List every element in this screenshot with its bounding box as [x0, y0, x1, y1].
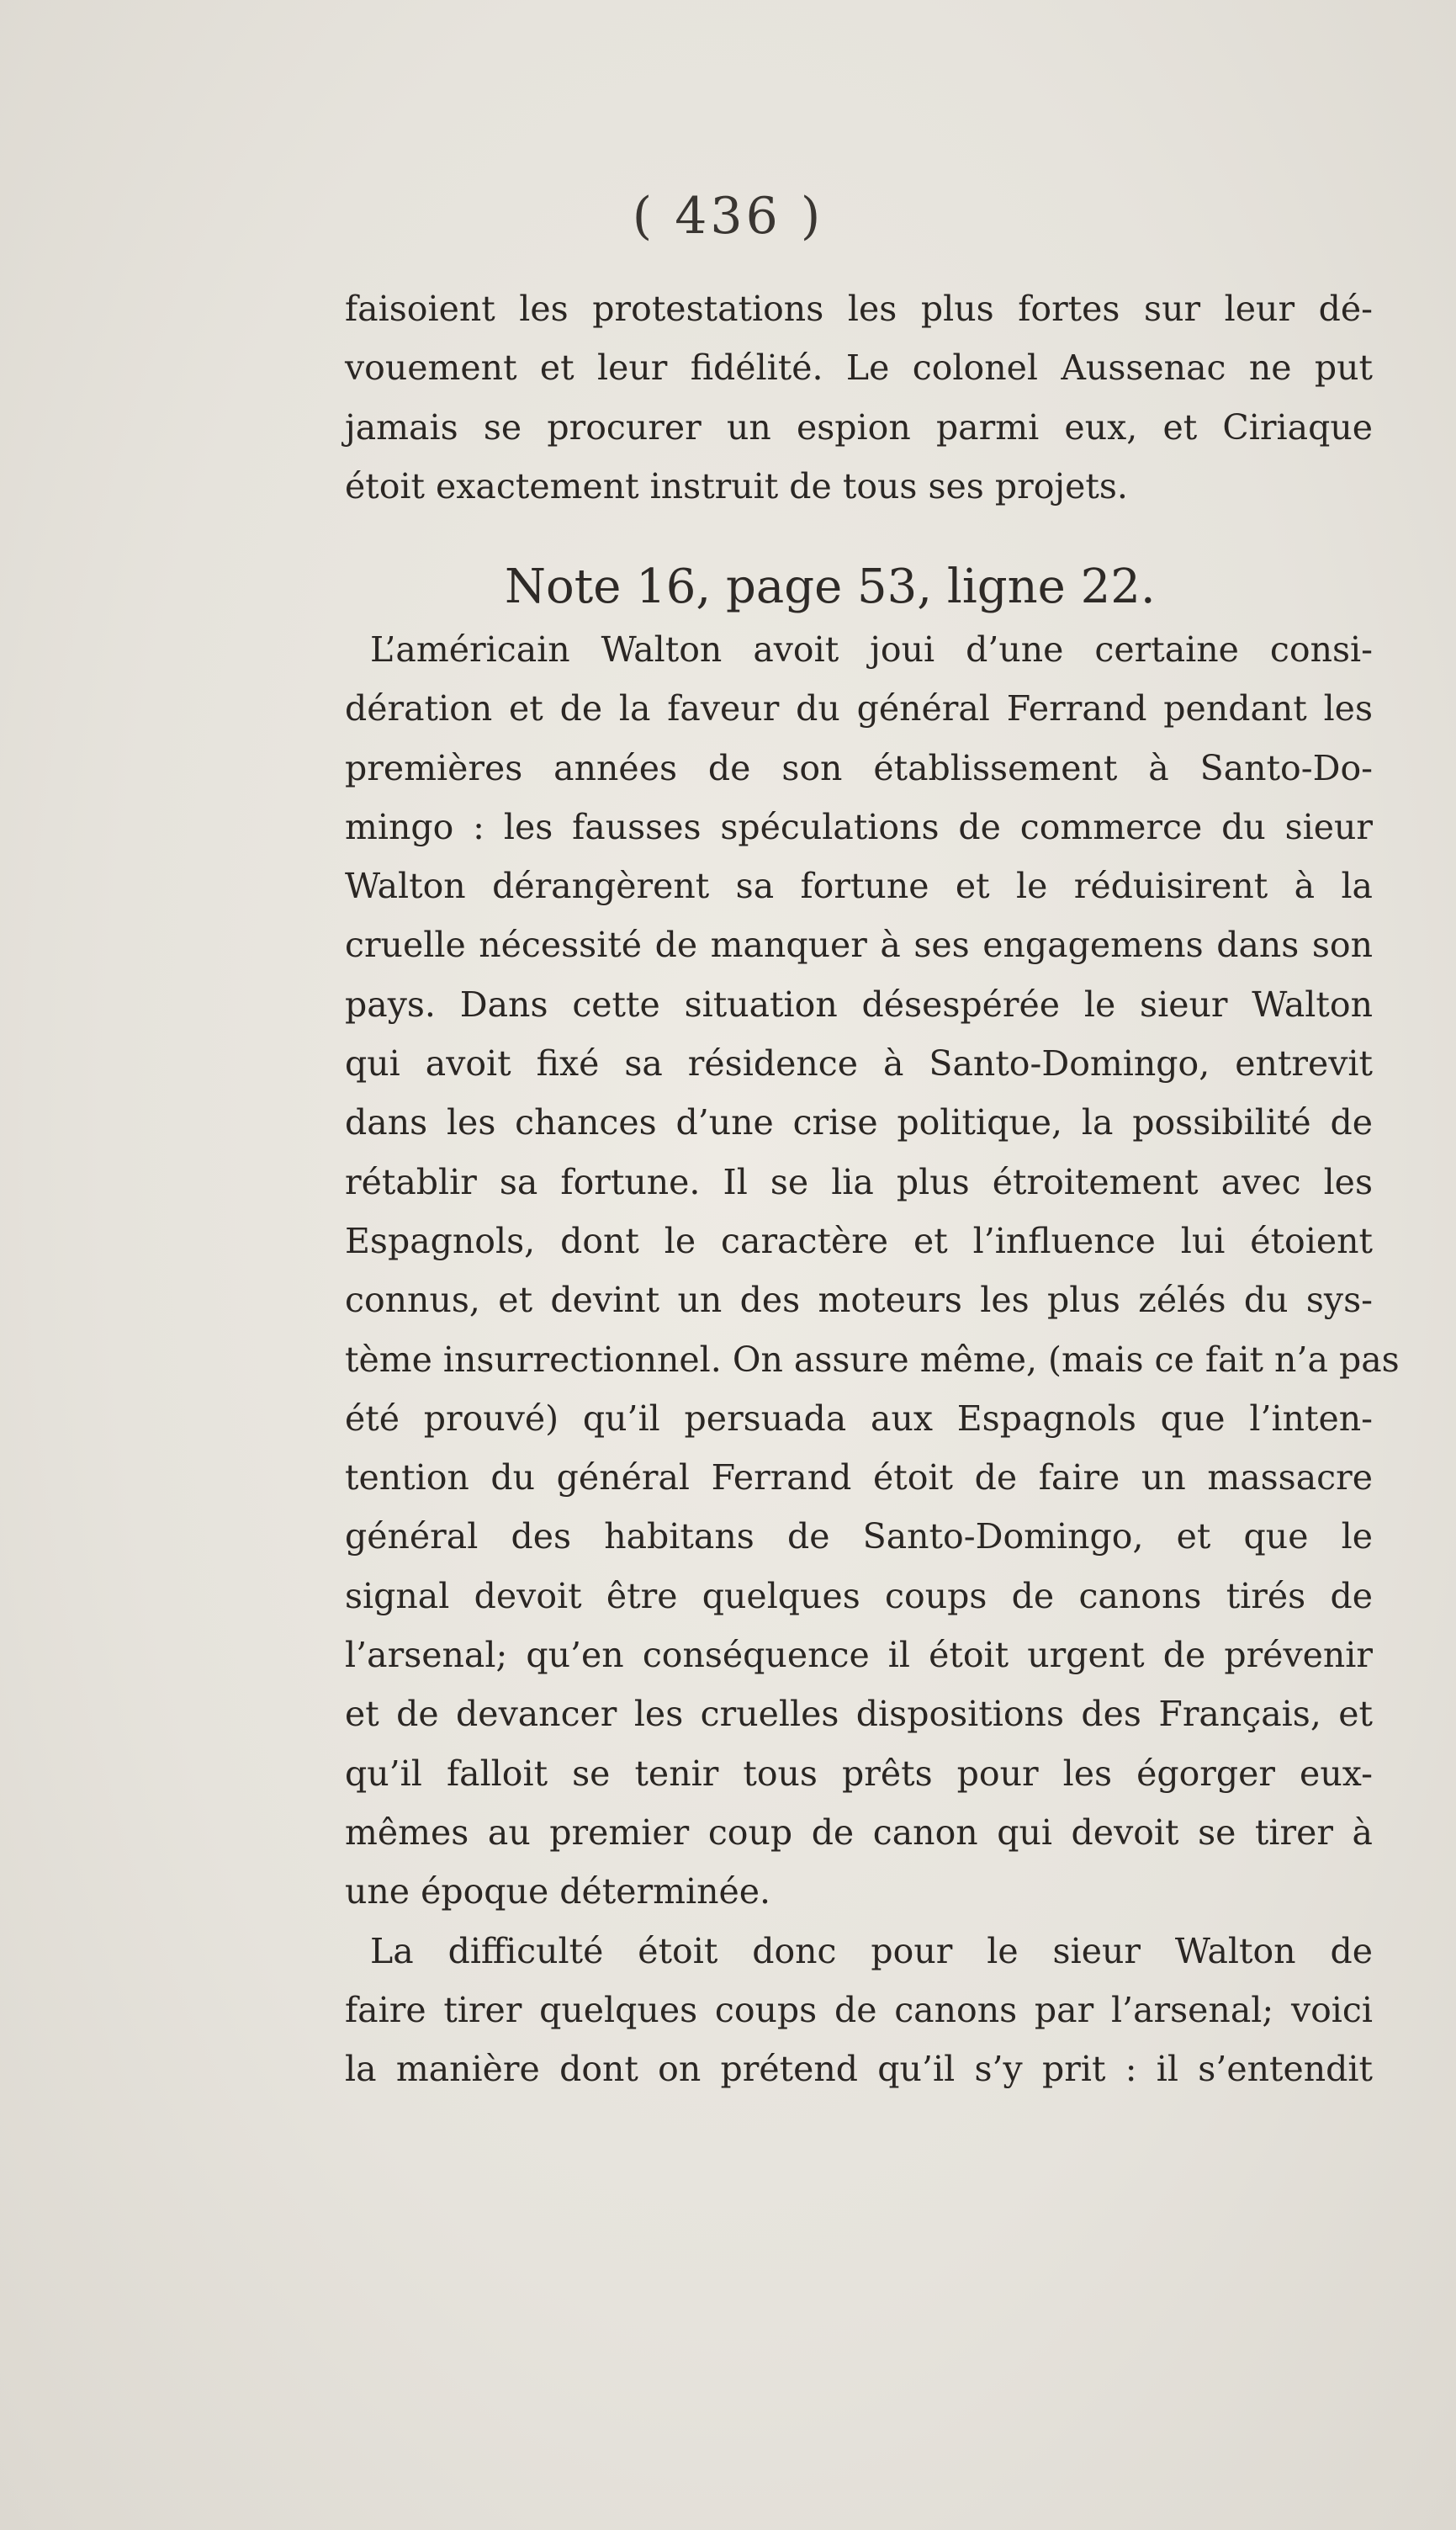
text-line: cruelle nécessité de manquer à ses engagemens dans son — [345, 925, 1373, 966]
note-body — [345, 620, 1400, 2098]
text-line: La difficulté étoit donc pour le sieur Walton de — [370, 1930, 1373, 1971]
text-line: été prouvé) qu’il persuada aux Espagnols que l’inten- — [345, 1398, 1373, 1439]
text-line: tention du général Ferrand étoit de faire un massacre — [345, 1457, 1373, 1498]
text-line: tème insurrectionnel. On assure même, (mais ce fait n’a pas — [345, 1339, 1400, 1380]
text-line: L’américain Walton avoit joui d’une certaine consi- — [370, 629, 1373, 670]
note-paragraph-2 — [345, 1922, 1373, 2099]
text-line: général des habitans de Santo-Domingo, et que le — [345, 1516, 1373, 1557]
text-line: une époque déterminée. — [345, 1871, 771, 1912]
text-line: faire tirer quelques coups de canons par l’arsenal; voici — [345, 1989, 1373, 2030]
text-line: qu’il falloit se tenir tous prêts pour les égorger eux- — [345, 1753, 1373, 1794]
top-paragraph — [345, 279, 1373, 516]
text-line: jamais se procurer un espion parmi eux, et Ciriaque — [345, 406, 1373, 448]
text-line: dans les chances d’une crise politique, la possibilité de — [345, 1102, 1373, 1143]
text-line: dération et de la faveur du général Ferrand pendant les — [345, 688, 1373, 729]
text-line: rétablir sa fortune. Il se lia plus étroitement avec les — [345, 1161, 1373, 1202]
text-line: connus, et devint un des moteurs les plus zélés du sys- — [345, 1280, 1373, 1321]
text-line: qui avoit fixé sa résidence à Santo-Domingo, entrevit — [345, 1043, 1373, 1085]
note-heading: Note 16, page 53, ligne 22. — [505, 560, 1156, 614]
text-line: vouement et leur fidélité. Le colonel Aussenac ne put — [345, 347, 1373, 389]
text-line: étoit exactement instruit de tous ses projets. — [345, 465, 1128, 507]
text-line: Walton dérangèrent sa fortune et le réduisirent à la — [345, 866, 1373, 907]
text-line: mingo : les fausses spéculations de commerce du sieur — [345, 806, 1373, 847]
text-line: premières années de son établissement à Santo-Do- — [345, 747, 1373, 788]
text-line: l’arsenal; qu’en conséquence il étoit urgent de prévenir — [345, 1635, 1373, 1676]
text-line: pays. Dans cette situation désespérée le sieur Walton — [345, 984, 1373, 1025]
text-line: et de devancer les cruelles dispositions des Français, et — [345, 1694, 1373, 1735]
text-line: Espagnols, dont le caractère et l’influence lui étoient — [345, 1220, 1373, 1261]
text-line: la manière dont on prétend qu’il s’y prit : il s’entendit — [345, 2049, 1373, 2090]
page-number: ( 436 ) — [632, 187, 824, 246]
note-paragraph-1 — [345, 620, 1400, 1922]
text-line: signal devoit être quelques coups de canons tirés de — [345, 1575, 1373, 1616]
text-line: faisoient les protestations les plus fortes sur leur dé- — [345, 289, 1373, 329]
text-line: mêmes au premier coup de canon qui devoit se tirer à — [345, 1811, 1373, 1853]
